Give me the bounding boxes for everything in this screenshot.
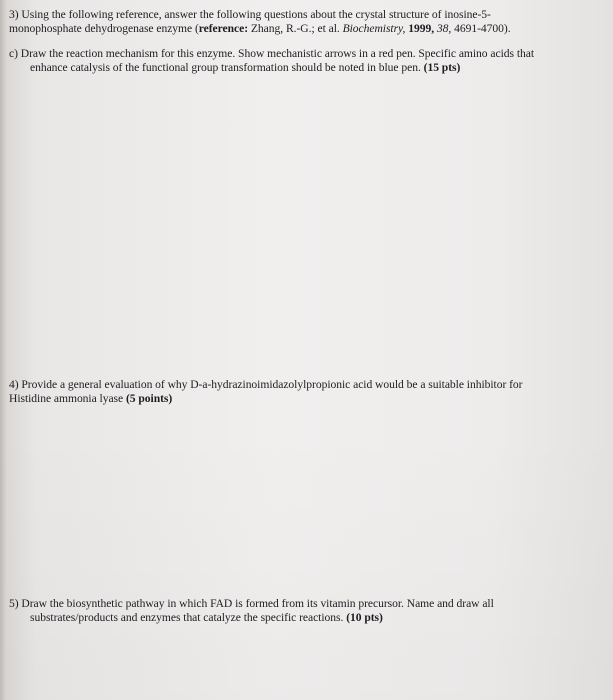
reference-authors: Zhang, R.-G.; et al.: [248, 22, 343, 35]
part-c-line-2: [9, 61, 604, 75]
question-3: [9, 8, 604, 36]
reference-volume: 38,: [434, 22, 452, 35]
question-5-line-2: [9, 611, 604, 625]
journal-name: Biochemistry,: [342, 22, 406, 35]
question-3-line-1: 3) Using the following reference, answer the following questions about the crystal structure of inosine-5-: [9, 8, 491, 21]
question-3-line-2: [9, 22, 604, 36]
question-4: [9, 378, 604, 406]
question-4-line-2: [9, 392, 604, 406]
question-3-part-c: [9, 47, 604, 75]
question-4-text: Histidine ammonia lyase: [9, 392, 126, 405]
question-4-points: (5 points): [125, 392, 173, 405]
question-5-text: substrates/products and enzymes that catalyze the specific reactions.: [30, 611, 347, 624]
question-5-line-1: 5) Draw the biosynthetic pathway in which FAD is formed from its vitamin precursor. Name and draw all: [9, 597, 494, 610]
question-5: [9, 597, 604, 625]
question-5-points: (10 pts): [346, 611, 383, 624]
part-c-text: enhance catalysis of the functional group transformation should be noted in blue pen.: [30, 61, 424, 74]
question-3-text: monophosphate dehydrogenase enzyme (: [9, 22, 199, 35]
part-c-points: (15 pts): [423, 61, 461, 74]
part-c-line-1: c) Draw the reaction mechanism for this enzyme. Show mechanistic arrows in a red pen. Specific amino acids that: [9, 47, 535, 60]
reference-year: 1999,: [405, 22, 435, 35]
reference-label: reference:: [198, 22, 249, 35]
reference-pages: 4691-4700).: [451, 22, 511, 35]
page-edge-shadow: [0, 0, 6, 700]
question-4-line-1: 4) Provide a general evaluation of why D-a-hydrazinoimidazolylpropionic acid would be a suitable inhibitor for: [9, 378, 523, 391]
